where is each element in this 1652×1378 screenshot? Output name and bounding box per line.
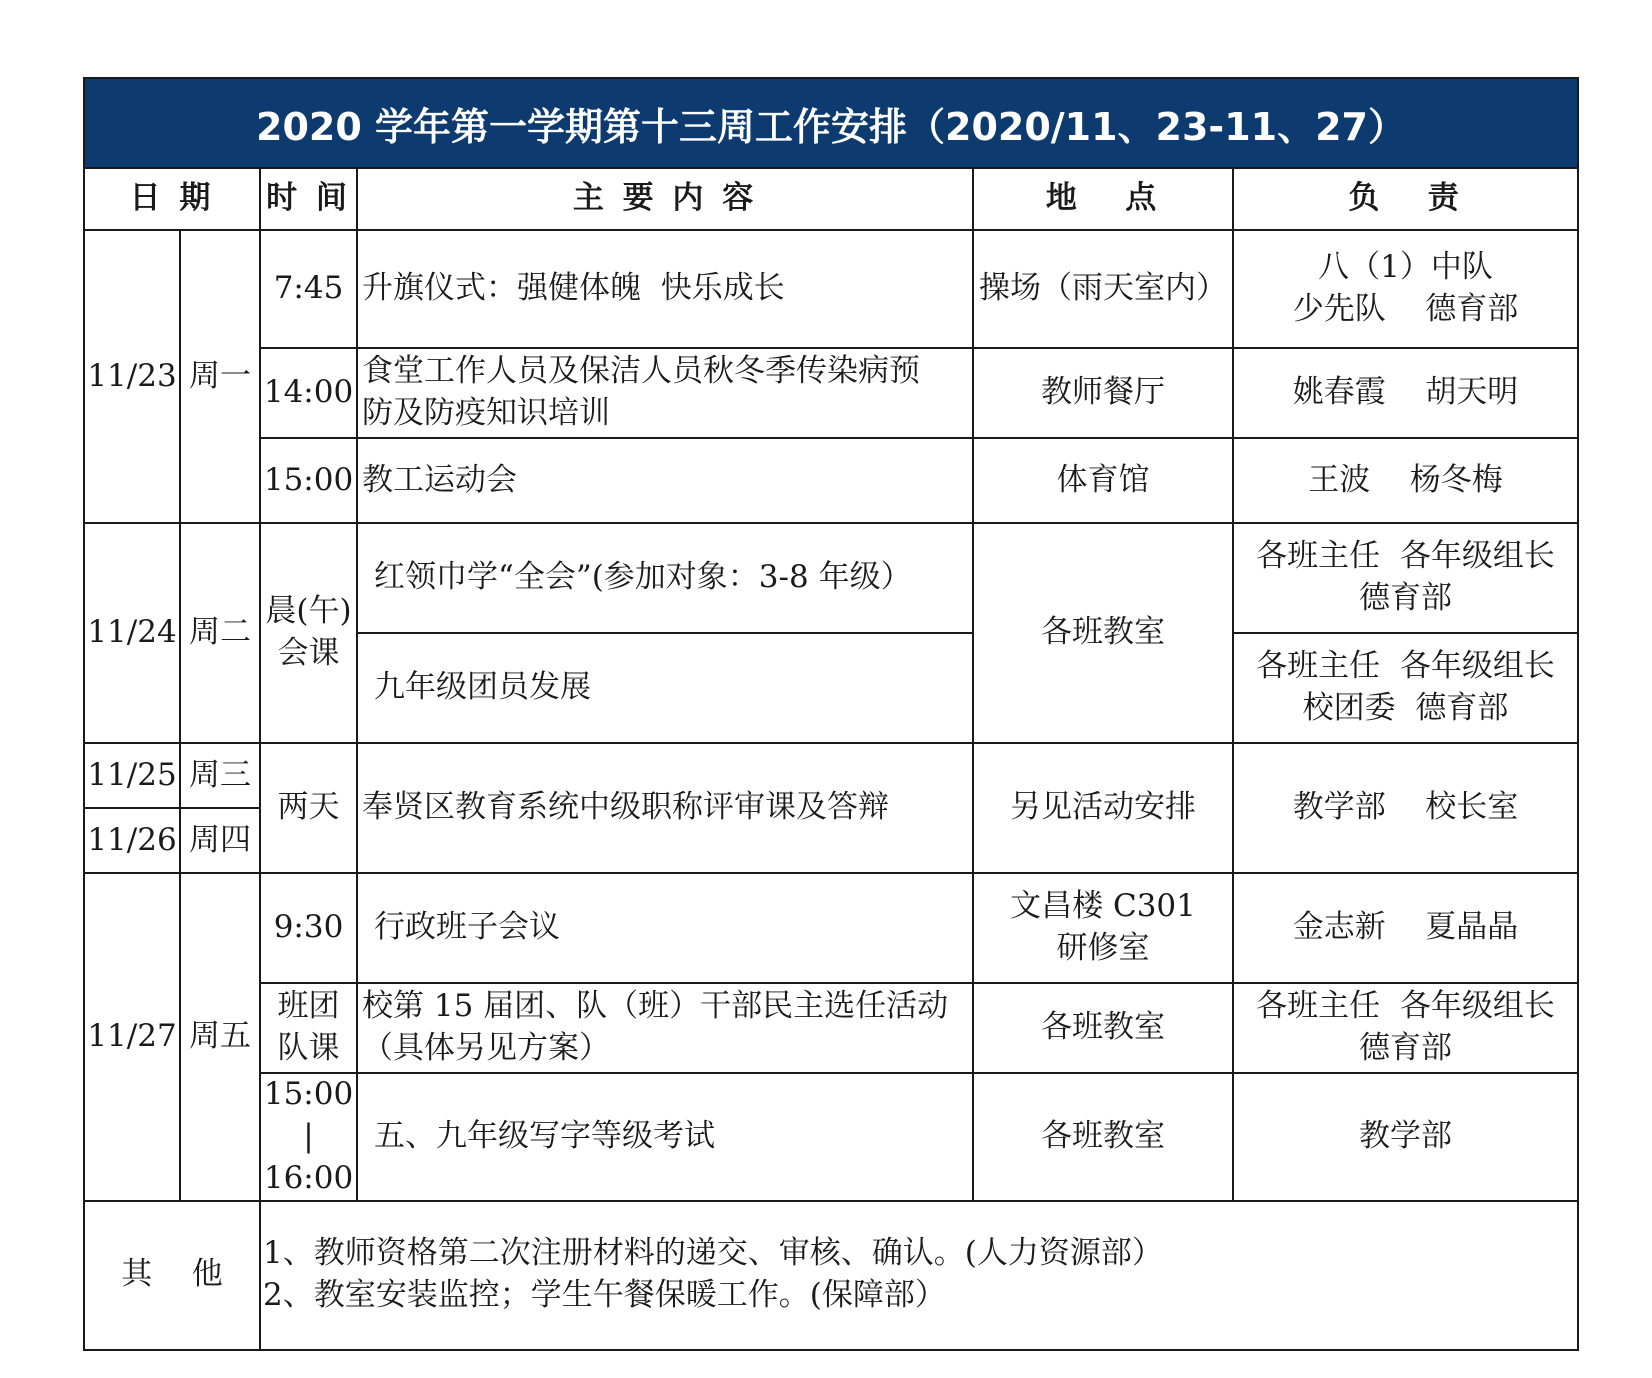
header-content: 主 要 内 容 xyxy=(357,169,973,230)
time-cell: 14:00 xyxy=(260,348,357,438)
table-row xyxy=(85,438,1577,523)
owner-line: 少先队 德育部 xyxy=(1292,291,1519,327)
location-cell: 另见活动安排 xyxy=(973,743,1233,873)
owner-cell xyxy=(1233,230,1577,348)
weekday-cell: 周一 xyxy=(180,230,260,523)
location-cell: 各班教室 xyxy=(973,523,1233,743)
owner-cell: 教学部 校长室 xyxy=(1233,743,1577,873)
owner-cell: 姚春霞 胡天明 xyxy=(1233,348,1577,438)
other-note-line: 1、教师资格第二次注册材料的递交、审核、确认。(人力资源部） xyxy=(263,1235,1163,1272)
other-row xyxy=(85,1201,1577,1349)
location-cell xyxy=(973,873,1233,983)
location-cell: 各班教室 xyxy=(973,983,1233,1073)
content-cell: 五、九年级写字等级考试 xyxy=(357,1073,973,1201)
weekday-cell: 周三 xyxy=(180,743,260,808)
schedule-sheet xyxy=(83,77,1579,1351)
table-row xyxy=(85,873,1577,983)
owner-cell: 教学部 xyxy=(1233,1073,1577,1201)
owner-cell xyxy=(1233,983,1577,1073)
table-row xyxy=(85,1073,1577,1201)
content-cell: 行政班子会议 xyxy=(357,873,973,983)
owner-line: 各班主任 各年级组长 xyxy=(1256,988,1555,1025)
time-cell xyxy=(260,523,357,743)
table-row xyxy=(85,523,1577,633)
location-cell: 各班教室 xyxy=(973,1073,1233,1201)
date-cell: 11/27 xyxy=(85,873,180,1201)
content-cell: 红领巾学“全会”(参加对象：3-8 年级） xyxy=(357,523,973,633)
location-cell: 体育馆 xyxy=(973,438,1233,523)
date-cell: 11/24 xyxy=(85,523,180,743)
owner-line: 校团委 德育部 xyxy=(1302,690,1509,726)
header-owner: 负 责 xyxy=(1233,169,1577,230)
header-time: 时 间 xyxy=(260,169,357,230)
table-row xyxy=(85,983,1577,1073)
time-line: 会课 xyxy=(277,635,340,671)
header-location: 地 点 xyxy=(973,169,1233,230)
owner-cell: 王波 杨冬梅 xyxy=(1233,438,1577,523)
time-cell: 9:30 xyxy=(260,873,357,983)
owner-cell xyxy=(1233,633,1577,743)
location-cell: 操场（雨天室内） xyxy=(973,230,1233,348)
owner-cell xyxy=(1233,523,1577,633)
time-line: 队课 xyxy=(277,1030,340,1066)
header-row xyxy=(85,169,1577,230)
time-cell xyxy=(260,983,357,1073)
location-line: 研修室 xyxy=(1056,930,1150,966)
date-cell: 11/25 xyxy=(85,743,180,808)
owner-cell: 金志新 夏晶晶 xyxy=(1233,873,1577,983)
time-line: 16:00 xyxy=(263,1159,354,1196)
time-cell: 7:45 xyxy=(260,230,357,348)
time-cell: 15:00 xyxy=(260,438,357,523)
content-line: 校第 15 届团、队（班）干部民主选任活动 xyxy=(362,988,949,1025)
table-row xyxy=(85,743,1577,808)
owner-line: 各班主任 各年级组长 xyxy=(1256,648,1555,685)
owner-line: 八（1）中队 xyxy=(1318,249,1493,286)
location-line: 文昌楼 C301 xyxy=(1010,888,1196,925)
other-label: 其 他 xyxy=(85,1201,260,1349)
content-cell: 升旗仪式：强健体魄 快乐成长 xyxy=(357,230,973,348)
date-cell: 11/26 xyxy=(85,808,180,873)
location-cell: 教师餐厅 xyxy=(973,348,1233,438)
schedule-title: 2020 学年第一学期第十三周工作安排（2020/11、23-11、27） xyxy=(85,79,1577,169)
time-cell xyxy=(260,1073,357,1201)
content-line: （具体另见方案） xyxy=(362,1030,611,1066)
content-line: 食堂工作人员及保洁人员秋冬季传染病预 xyxy=(362,353,921,390)
weekday-cell: 周二 xyxy=(180,523,260,743)
time-line: | xyxy=(303,1117,314,1154)
schedule-table xyxy=(85,169,1577,1349)
time-line: 15:00 xyxy=(263,1076,354,1112)
weekday-cell: 周四 xyxy=(180,808,260,873)
time-line: 晨(午) xyxy=(265,593,352,630)
table-row xyxy=(85,348,1577,438)
owner-line: 德育部 xyxy=(1359,580,1453,616)
time-cell: 两天 xyxy=(260,743,357,873)
content-cell: 奉贤区教育系统中级职称评审课及答辩 xyxy=(357,743,973,873)
content-cell: 九年级团员发展 xyxy=(357,633,973,743)
owner-line: 各班主任 各年级组长 xyxy=(1256,538,1555,575)
table-row xyxy=(85,230,1577,348)
header-date: 日 期 xyxy=(85,169,260,230)
content-line: 防及防疫知识培训 xyxy=(362,395,611,431)
date-cell: 11/23 xyxy=(85,230,180,523)
owner-line: 德育部 xyxy=(1359,1030,1453,1066)
other-note-line: 2、教室安装监控；学生午餐保暖工作。(保障部） xyxy=(263,1277,946,1314)
weekday-cell: 周五 xyxy=(180,873,260,1201)
content-cell: 教工运动会 xyxy=(357,438,973,523)
other-notes xyxy=(260,1201,1577,1349)
content-cell xyxy=(357,348,973,438)
time-line: 班团 xyxy=(277,988,340,1025)
content-cell xyxy=(357,983,973,1073)
